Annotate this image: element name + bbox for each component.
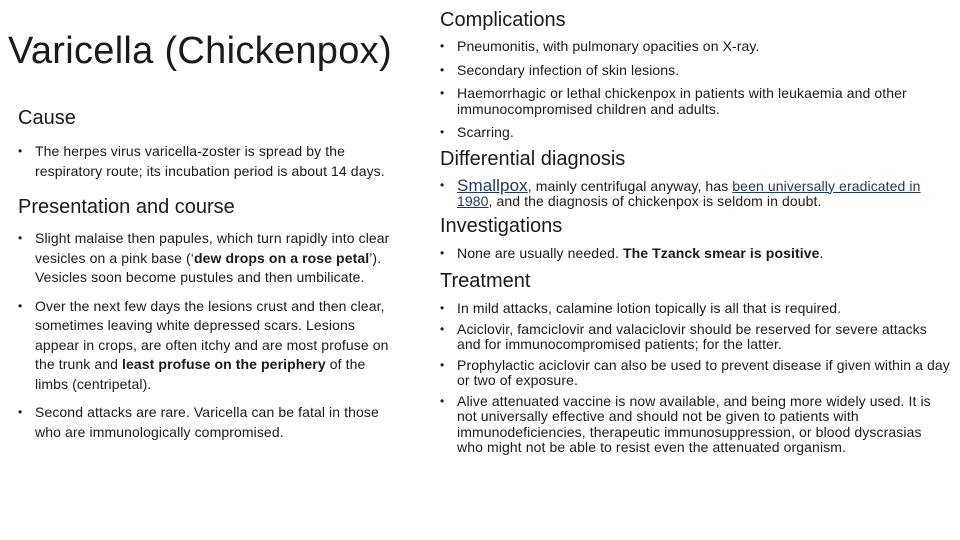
differential-heading: Differential diagnosis	[440, 147, 626, 170]
complication-item: • Pneumonitis, with pulmonary opacities on X-ray.	[440, 39, 950, 55]
presentation-list	[18, 229, 396, 442]
investigations-heading: Investigations	[440, 214, 563, 237]
complication-item: • Secondary infection of skin lesions.	[440, 63, 950, 79]
presentation-item: • Slight malaise then papules, which turn rapidly into clear vesicles on a pink base (‘dew drops on a rose petal’). Vesicles soon become pustules and then umbilicate.	[18, 229, 396, 288]
complication-item: • Haemorrhagic or lethal chickenpox in patients with leukaemia and other immunocompromised children and adults.	[440, 86, 950, 117]
complication-item: • Scarring.	[440, 125, 950, 141]
cause-list	[18, 142, 396, 181]
right-column	[440, 8, 950, 456]
treatment-item: • In mild attacks, calamine lotion topically is all that is required.	[440, 301, 950, 317]
investigations-item: • None are usually needed. The Tzanck smear is positive.	[440, 246, 950, 262]
left-column	[18, 106, 396, 442]
differential-list	[440, 175, 950, 210]
differential-item: • Smallpox, mainly centrifugal anyway, has been universally eradicated in 1980, and the diagnosis of chickenpox is seldom in doubt.	[440, 178, 950, 210]
cause-item: • The herpes virus varicella-zoster is spread by the respiratory route; its incubation period is about 14 days.	[18, 142, 396, 181]
treatment-item: • Alive attenuated vaccine is now available, and being more widely used. It is not universally effective and should not be given to patients with immunodeficiencies, therapeutic immunosuppression, or blood dyscrasias who might not be able to resist even the attenuated organism.	[440, 394, 950, 456]
treatment-heading: Treatment	[440, 270, 531, 292]
treatment-list	[440, 301, 950, 456]
slide-title: Varicella (Chickenpox)	[8, 30, 392, 72]
investigations-list	[440, 246, 950, 262]
complications-heading: Complications	[440, 9, 566, 31]
complications-list	[440, 39, 950, 141]
treatment-item: • Prophylactic aciclovir can also be used to prevent disease if given within a day or two of exposure.	[440, 358, 950, 389]
presentation-item: • Second attacks are rare. Varicella can be fatal in those who are immunologically compromised.	[18, 403, 396, 442]
presentation-heading: Presentation and course	[18, 196, 235, 218]
presentation-item: • Over the next few days the lesions crust and then clear, sometimes leaving white depressed scars. Lesions appear in crops, are often itchy and are most profuse on the trunk and least profuse on the periphery of the limbs (centripetal).	[18, 297, 396, 395]
cause-heading: Cause	[18, 107, 76, 129]
treatment-item: • Aciclovir, famciclovir and valaciclovir should be reserved for severe attacks and for immunocompromised patients; for the latter.	[440, 322, 950, 353]
